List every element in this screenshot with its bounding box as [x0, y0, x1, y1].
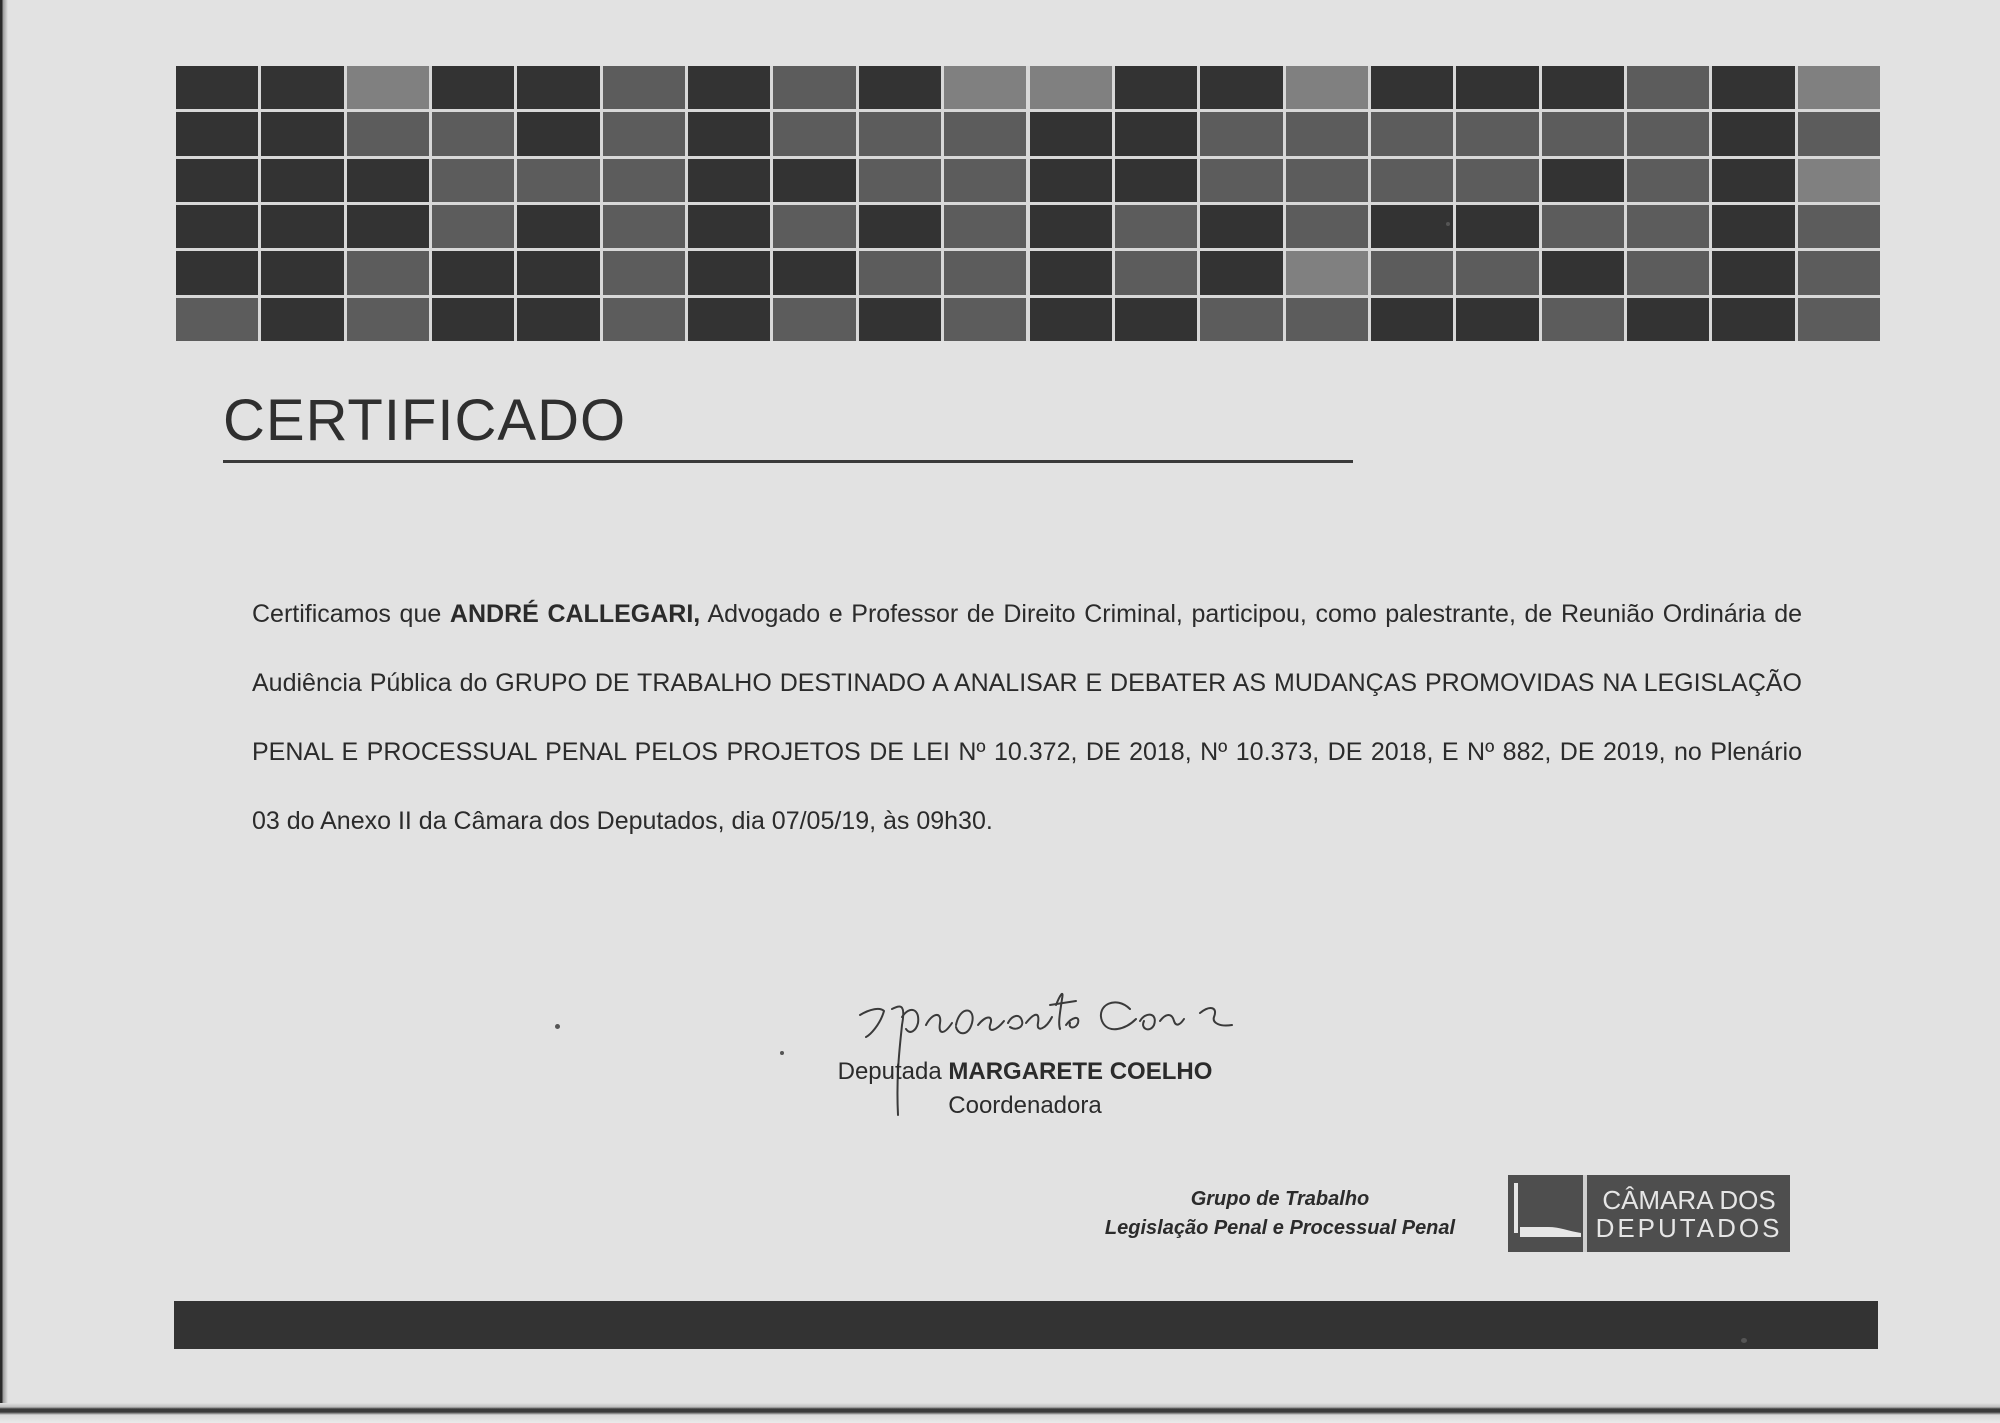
mosaic-tile — [1542, 66, 1624, 109]
logo-line-1: CÂMARA DOS — [1602, 1185, 1776, 1215]
mosaic-tile — [1371, 251, 1453, 294]
mosaic-tile — [1542, 112, 1624, 155]
mosaic-tile — [432, 159, 514, 202]
logo-line-2: DEPUTADOS — [1595, 1213, 1783, 1243]
scan-speck — [1741, 1338, 1747, 1343]
mosaic-tile — [261, 205, 343, 248]
certificate-title: CERTIFICADO — [223, 388, 627, 453]
mosaic-tile — [1286, 112, 1368, 155]
mosaic-tile — [432, 298, 514, 341]
mosaic-tile — [347, 159, 429, 202]
mosaic-tile — [859, 251, 941, 294]
group-line-2: Legislação Penal e Processual Penal — [1104, 1217, 1456, 1239]
mosaic-tile — [944, 112, 1026, 155]
mosaic-tile — [517, 66, 599, 109]
mosaic-tile — [1712, 251, 1794, 294]
mosaic-tile — [603, 251, 685, 294]
mosaic-tile — [1030, 112, 1112, 155]
mosaic-tile — [432, 251, 514, 294]
mosaic-tile — [944, 159, 1026, 202]
mosaic-tile — [603, 205, 685, 248]
mosaic-tile — [944, 298, 1026, 341]
mosaic-tile — [1030, 66, 1112, 109]
mosaic-tile — [1115, 251, 1197, 294]
mosaic-tile — [688, 298, 770, 341]
mosaic-tile — [603, 298, 685, 341]
mosaic-tile — [603, 66, 685, 109]
scan-speck — [555, 1024, 560, 1029]
mosaic-tile — [176, 251, 258, 294]
mosaic-tile — [944, 205, 1026, 248]
mosaic-tile — [432, 112, 514, 155]
mosaic-tile — [1371, 298, 1453, 341]
mosaic-tile — [1371, 66, 1453, 109]
mosaic-tile — [773, 112, 855, 155]
camara-dos-deputados-logo — [1508, 1175, 1790, 1252]
logo-wordmark — [1592, 1186, 1786, 1242]
mosaic-tile — [1200, 251, 1282, 294]
mosaic-tile — [603, 112, 685, 155]
mosaic-tile — [1627, 112, 1709, 155]
mosaic-tile — [1286, 298, 1368, 341]
mosaic-tile — [1286, 251, 1368, 294]
mosaic-tile — [176, 205, 258, 248]
mosaic-tile — [688, 159, 770, 202]
signatory-role: Coordenadora — [948, 1092, 1102, 1119]
scan-bottom-edge — [0, 1403, 2000, 1423]
mosaic-tile — [773, 251, 855, 294]
body-details: Advogado e Professor de Direito Criminal, participou, como palestrante, de Reunião Ordinária de Audiência Pública do GRUPO DE TRABALHO DESTINADO A ANALISAR E DEBATER AS MUDANÇAS PROMOVIDAS NA LEGISLAÇÃO PENAL E PROCESSUAL PENAL PELOS PROJETOS DE LEI Nº 10.372, DE 2018, Nº 10.373, DE 2018, E Nº 882, DE 2019, no Plenário 03 do Anexo II da Câmara dos Deputados, dia 07/05/19, às 09h30. — [252, 600, 1803, 835]
mosaic-tile — [176, 159, 258, 202]
mosaic-tile — [1371, 112, 1453, 155]
mosaic-tile — [1200, 66, 1282, 109]
title-underline — [223, 460, 1353, 463]
signatory-line — [820, 1055, 1230, 1089]
working-group-label — [1090, 1185, 1470, 1243]
group-line-1: Grupo de Trabalho — [1190, 1188, 1370, 1210]
mosaic-tile — [1712, 66, 1794, 109]
mosaic-tile — [859, 112, 941, 155]
mosaic-tile — [1542, 298, 1624, 341]
mosaic-tile — [1030, 159, 1112, 202]
mosaic-tile — [176, 298, 258, 341]
mosaic-tile — [1712, 159, 1794, 202]
header-mosaic-banner — [176, 66, 1880, 341]
mosaic-tile — [1542, 251, 1624, 294]
mosaic-tile — [773, 66, 855, 109]
scan-speck — [780, 1051, 784, 1055]
mosaic-tile — [1627, 159, 1709, 202]
mosaic-tile — [1371, 205, 1453, 248]
mosaic-tile — [261, 66, 343, 109]
mosaic-tile — [1542, 159, 1624, 202]
mosaic-tile — [432, 205, 514, 248]
mosaic-tile — [1456, 298, 1538, 341]
body-intro: Certificamos que — [252, 600, 450, 628]
mosaic-tile — [1115, 66, 1197, 109]
scan-speck — [1446, 222, 1450, 226]
mosaic-tile — [1286, 159, 1368, 202]
mosaic-tile — [347, 112, 429, 155]
mosaic-tile — [1030, 205, 1112, 248]
mosaic-tile — [1627, 251, 1709, 294]
mosaic-tile — [688, 251, 770, 294]
mosaic-tile — [1200, 205, 1282, 248]
mosaic-tile — [1542, 205, 1624, 248]
camara-emblem-icon — [1508, 1175, 1587, 1252]
mosaic-tile — [1286, 66, 1368, 109]
mosaic-tile — [261, 112, 343, 155]
mosaic-tile — [1456, 159, 1538, 202]
mosaic-tile — [859, 298, 941, 341]
mosaic-tile — [517, 112, 599, 155]
mosaic-tile — [1115, 112, 1197, 155]
signatory-name: MARGARETE COELHO — [948, 1058, 1213, 1085]
mosaic-tile — [773, 298, 855, 341]
mosaic-tile — [1712, 112, 1794, 155]
mosaic-tile — [1115, 159, 1197, 202]
mosaic-tile — [517, 298, 599, 341]
mosaic-tile — [1798, 251, 1880, 294]
mosaic-tile — [176, 112, 258, 155]
mosaic-tile — [176, 66, 258, 109]
mosaic-tile — [1456, 251, 1538, 294]
mosaic-tile — [517, 251, 599, 294]
mosaic-tile — [1456, 205, 1538, 248]
mosaic-tile — [347, 205, 429, 248]
mosaic-tile — [688, 66, 770, 109]
mosaic-tile — [1627, 66, 1709, 109]
mosaic-tile — [859, 205, 941, 248]
signatory-prefix: Deputada — [837, 1058, 949, 1085]
certificate-body — [252, 580, 1802, 856]
mosaic-tile — [1627, 205, 1709, 248]
mosaic-tile — [773, 159, 855, 202]
mosaic-tile — [1200, 298, 1282, 341]
footer-bar — [174, 1301, 1878, 1349]
mosaic-tile — [347, 251, 429, 294]
mosaic-tile — [1627, 298, 1709, 341]
mosaic-tile — [603, 159, 685, 202]
mosaic-tile — [517, 159, 599, 202]
mosaic-tile — [1798, 298, 1880, 341]
mosaic-tile — [688, 112, 770, 155]
mosaic-tile — [773, 205, 855, 248]
mosaic-tile — [859, 66, 941, 109]
mosaic-tile — [1371, 159, 1453, 202]
mosaic-tile — [1200, 112, 1282, 155]
mosaic-tile — [1798, 66, 1880, 109]
mosaic-tile — [1115, 298, 1197, 341]
mosaic-tile — [261, 251, 343, 294]
mosaic-tile — [347, 66, 429, 109]
mosaic-tile — [347, 298, 429, 341]
mosaic-tile — [261, 298, 343, 341]
participant-name: ANDRÉ CALLEGARI, — [449, 600, 701, 628]
signatory-block — [820, 1055, 1230, 1123]
mosaic-tile — [944, 66, 1026, 109]
mosaic-tile — [859, 159, 941, 202]
mosaic-tile — [944, 251, 1026, 294]
mosaic-tile — [1798, 112, 1880, 155]
mosaic-tile — [1200, 159, 1282, 202]
scan-left-edge — [0, 0, 8, 1423]
mosaic-tile — [517, 205, 599, 248]
mosaic-tile — [1456, 112, 1538, 155]
mosaic-tile — [1798, 159, 1880, 202]
mosaic-tile — [1456, 66, 1538, 109]
mosaic-tile — [1798, 205, 1880, 248]
mosaic-tile — [261, 159, 343, 202]
mosaic-tile — [432, 66, 514, 109]
mosaic-tile — [1115, 205, 1197, 248]
mosaic-tile — [1030, 298, 1112, 341]
mosaic-tile — [688, 205, 770, 248]
mosaic-tile — [1712, 298, 1794, 341]
mosaic-tile — [1030, 251, 1112, 294]
mosaic-tile — [1712, 205, 1794, 248]
mosaic-tile — [1286, 205, 1368, 248]
